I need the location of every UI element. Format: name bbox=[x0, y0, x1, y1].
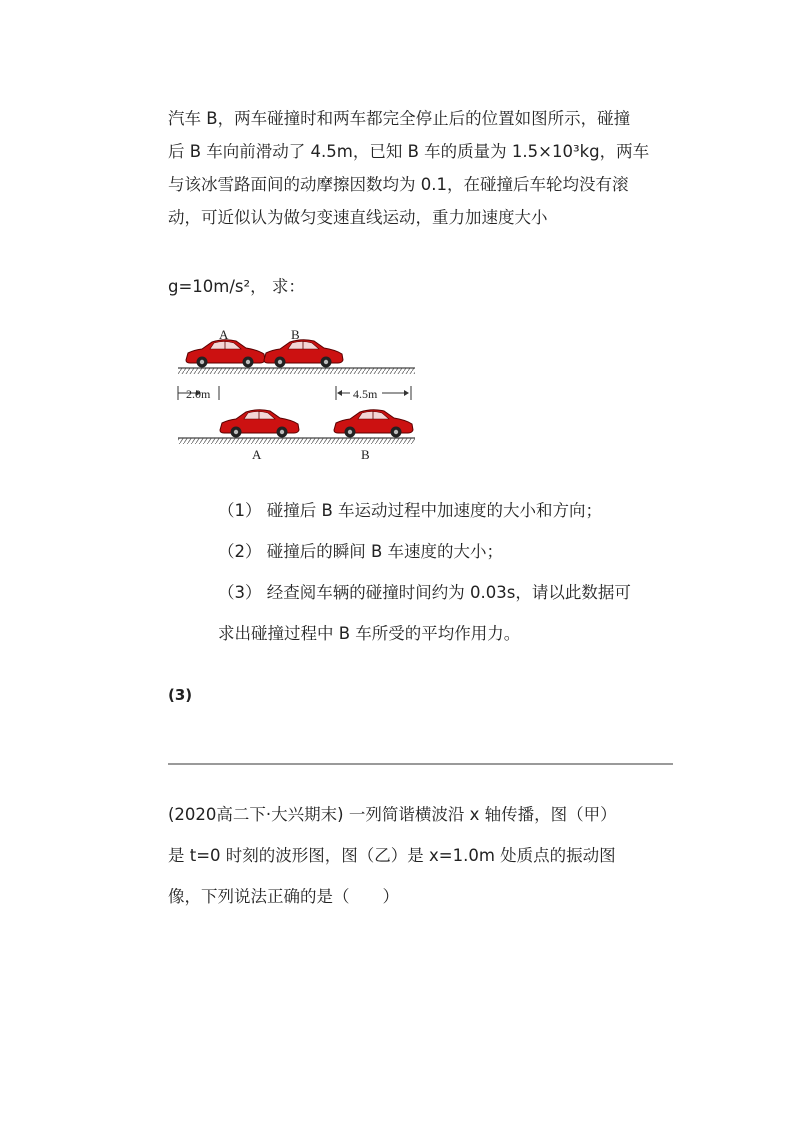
problem2-line-2: 是 t=0 时刻的波形图，图（乙）是 x=1.0m 处质点的振动图 bbox=[168, 846, 616, 865]
dist-b-label: 4.5m bbox=[353, 387, 378, 401]
question-1: （1） 碰撞后 B 车运动过程中加速度的大小和方向； bbox=[218, 501, 603, 520]
problem2-text bbox=[168, 798, 678, 913]
problem2-line-1: (2020高二下·大兴期末) 一列简谐横波沿 x 轴传播，图（甲） bbox=[168, 805, 617, 824]
label-b-bottom: B bbox=[361, 447, 370, 462]
answer-label: (3) bbox=[168, 686, 193, 704]
top-scene bbox=[178, 327, 415, 374]
section-divider bbox=[168, 763, 673, 765]
distance-markers bbox=[178, 386, 411, 401]
top-ground-hatch bbox=[178, 368, 415, 374]
car-a-top bbox=[186, 340, 265, 368]
car-a-bottom bbox=[220, 410, 299, 438]
collision-figure bbox=[168, 323, 420, 463]
gravity-line: g=10m/s²， 求： bbox=[168, 277, 305, 296]
problem2-line-3: 像，下列说法正确的是（ ） bbox=[168, 887, 399, 906]
bottom-ground-hatch bbox=[178, 438, 415, 444]
dist-a-label: 2.0m bbox=[186, 387, 211, 401]
question-3-continued: 求出碰撞过程中 B 车所受的平均作用力。 bbox=[218, 624, 521, 643]
question-3: （3） 经查阅车辆的碰撞时间约为 0.03s，请以此数据可 bbox=[218, 583, 631, 602]
question-2: （2） 碰撞后的瞬间 B 车速度的大小； bbox=[218, 542, 504, 561]
problem1-line-1: 汽车 B，两车碰撞时和两车都完全停止后的位置如图所示，碰撞 bbox=[168, 109, 631, 128]
label-a-bottom: A bbox=[252, 447, 262, 462]
problem1-line-4: 动，可近似认为做匀变速直线运动，重力加速度大小 bbox=[168, 208, 548, 227]
bottom-scene bbox=[178, 410, 415, 462]
problem1-g-line bbox=[168, 270, 678, 303]
car-b-bottom bbox=[334, 410, 413, 438]
car-b-top bbox=[264, 340, 343, 368]
problem1-text bbox=[168, 102, 678, 234]
label-b-top: B bbox=[291, 327, 300, 342]
label-a-top: A bbox=[219, 327, 229, 342]
problem1-line-3: 与该冰雪路面间的动摩擦因数均为 0.1，在碰撞后车轮均没有滚 bbox=[168, 175, 629, 194]
problem1-line-2: 后 B 车向前滑动了 4.5m，已知 B 车的质量为 1.5×10³kg，两车 bbox=[168, 142, 650, 161]
